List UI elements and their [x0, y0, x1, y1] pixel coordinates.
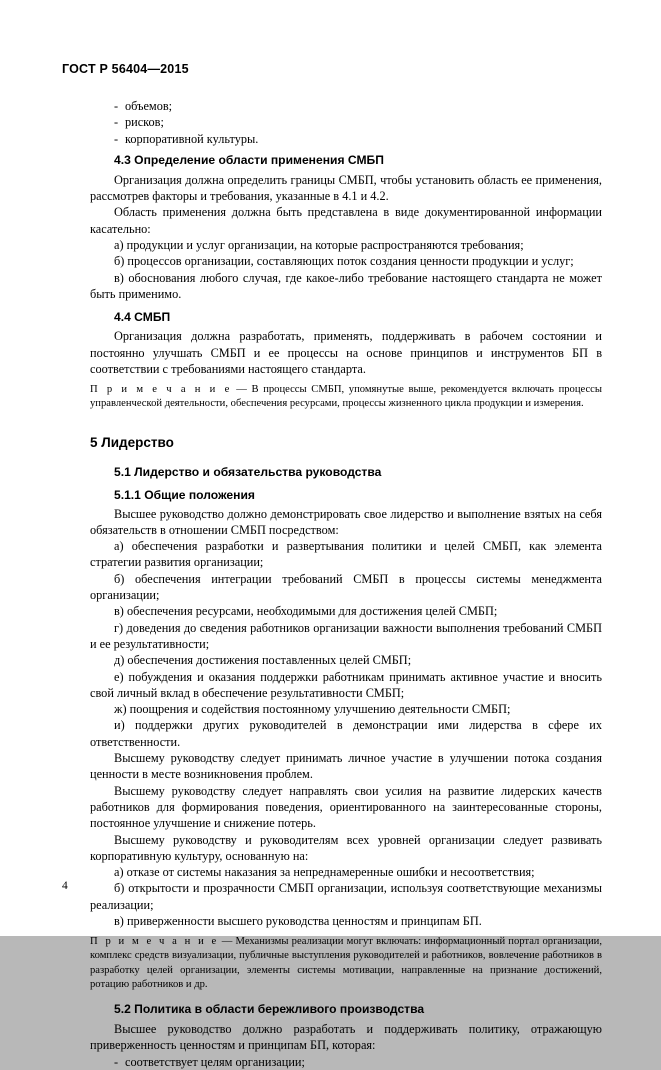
list-item: - корпоративной культуры.	[114, 131, 259, 146]
paragraph-4-4-1: Организация должна разработать, применять, поддерживать в рабочем состоянии и постоянно улучшать СМБП и ее процессы на основе принципов и инструментов БП в соответствии с требованиями настоящего стандарта.	[90, 329, 602, 376]
list-item: - объемов;	[114, 99, 173, 113]
heading-5-1-1: 5.1.1 Общие положения	[114, 487, 255, 502]
note-label: П р и м е ч а н и е	[90, 384, 232, 396]
heading-4-3: 4.3 Определение области применения СМБП	[114, 152, 384, 167]
list-item: - соответствует целям организации;	[114, 1054, 305, 1069]
paragraph-4-3-v: в) обоснования любого случая, где какое-либо требование настоящего стандарта не может быть применимо.	[90, 270, 602, 301]
note-2	[90, 935, 602, 992]
note-label: П р и м е ч а н и е	[90, 936, 219, 948]
heading-4-4: 4.4 СМБП	[114, 310, 171, 325]
heading-5-1: 5.1 Лидерство и обязательства руководства	[114, 464, 382, 479]
paragraph-5-e: е) побуждения и оказания поддержки работникам принимать активное участие и вносить свой личный вклад в обеспечение результативности СМБП;	[90, 669, 602, 700]
document-body	[62, 98, 602, 1070]
note-text: — В процессы СМБП, упомянутые выше, рекомендуется включать процессы управленческой деятельности, обеспечения ресурсами, процессы жизненного цикла продукции и измерения.	[90, 384, 602, 410]
paragraph-5-b: б) обеспечения интеграции требований СМБП в процессы системы менеджмента организации;	[90, 571, 602, 603]
paragraph-5-2-1: Высшее руководство должно разработать и поддерживать политику, отражающую приверженность ценностям и принципам БП, которая:	[90, 1022, 602, 1053]
document-header: ГОСТ Р 56404—2015	[62, 62, 189, 76]
page-number: 4	[62, 880, 68, 892]
dash-marker: -	[114, 115, 119, 130]
dash-marker: -	[114, 99, 119, 113]
paragraph-5-2-b: б) открытости и прозрачности СМБП организации, используя соответствующие механизмы реализации;	[90, 881, 602, 912]
paragraph-5-g: г) доведения до сведения работников организации важности выполнения требований СМБП и ее результативности;	[90, 620, 602, 651]
dash-marker: -	[114, 1054, 119, 1069]
paragraph-4-3-2: Область применения должна быть представлена в виде документированной информации касательно:	[90, 205, 602, 236]
list-item: - рисков;	[114, 115, 164, 130]
paragraph-4-3-1: Организация должна определить границы СМБП, чтобы установить область ее применения, рассмотрев факторы и требования, указанные в 4.1 и 4.2.	[90, 172, 602, 204]
paragraph-5-d: д) обеспечения достижения поставленных целей СМБП;	[114, 653, 412, 668]
paragraph-5-2-a: а) отказе от системы наказания за непреднамеренные ошибки и несоответствия;	[114, 865, 535, 880]
paragraph-5-a: а) обеспечения разработки и развертывания политики и целей СМБП, как элемента стратегии развития организации;	[90, 539, 602, 570]
heading-section-5: 5 Лидерство	[90, 434, 174, 450]
paragraph-5-zh: ж) поощрения и содействия постоянному улучшению деятельности СМБП;	[114, 702, 511, 717]
page-content	[62, 62, 602, 1070]
paragraph-4-3-b: б) процессов организации, составляющих поток создания ценности продукции и услуг;	[114, 254, 574, 269]
paragraph-5-1-1-3: Высшему руководству следует направлять свои усилия на развитие лидерских качеств работников для формирования поведения, ориентированного на заинтересованные стороны, постоянное улучшение и снижение потерь.	[90, 783, 602, 831]
paragraph-5-v: в) обеспечения ресурсами, необходимыми для достижения целей СМБП;	[114, 604, 498, 619]
paragraph-5-i: и) поддержки других руководителей в демонстрации ими лидерства в сфере их ответственности.	[90, 718, 602, 749]
paragraph-5-1-1-1: Высшее руководство должно демонстрировать свое лидерство и выполнение взятых на себя обязательств в отношении СМБП посредством:	[90, 506, 602, 537]
note-text: — Механизмы реализации могут включать: информационный портал организации, комплекс средств визуализации, публичные выступления руководителей и работников, вовлечение работников в разработку целей организации, элементы системы мотивации, направленные на признание достижений, ротацию работников и др.	[90, 936, 602, 990]
paragraph-5-1-1-2: Высшему руководству следует принимать личное участие в улучшении потока создания ценности в месте возникновения проблем.	[90, 751, 602, 782]
paragraph-5-1-1-4: Высшему руководству и руководителям всех уровней организации следует развивать корпоративную культуру, основанную на:	[90, 832, 602, 863]
paragraph-5-2-v: в) приверженности высшего руководства ценностям и принципам БП.	[114, 913, 482, 928]
dash-marker: -	[114, 131, 119, 146]
note-1	[90, 383, 602, 411]
heading-5-2: 5.2 Политика в области бережливого производства	[114, 1002, 425, 1017]
paragraph-4-3-a: а) продукции и услуг организации, на которые распространяются требования;	[114, 238, 524, 253]
